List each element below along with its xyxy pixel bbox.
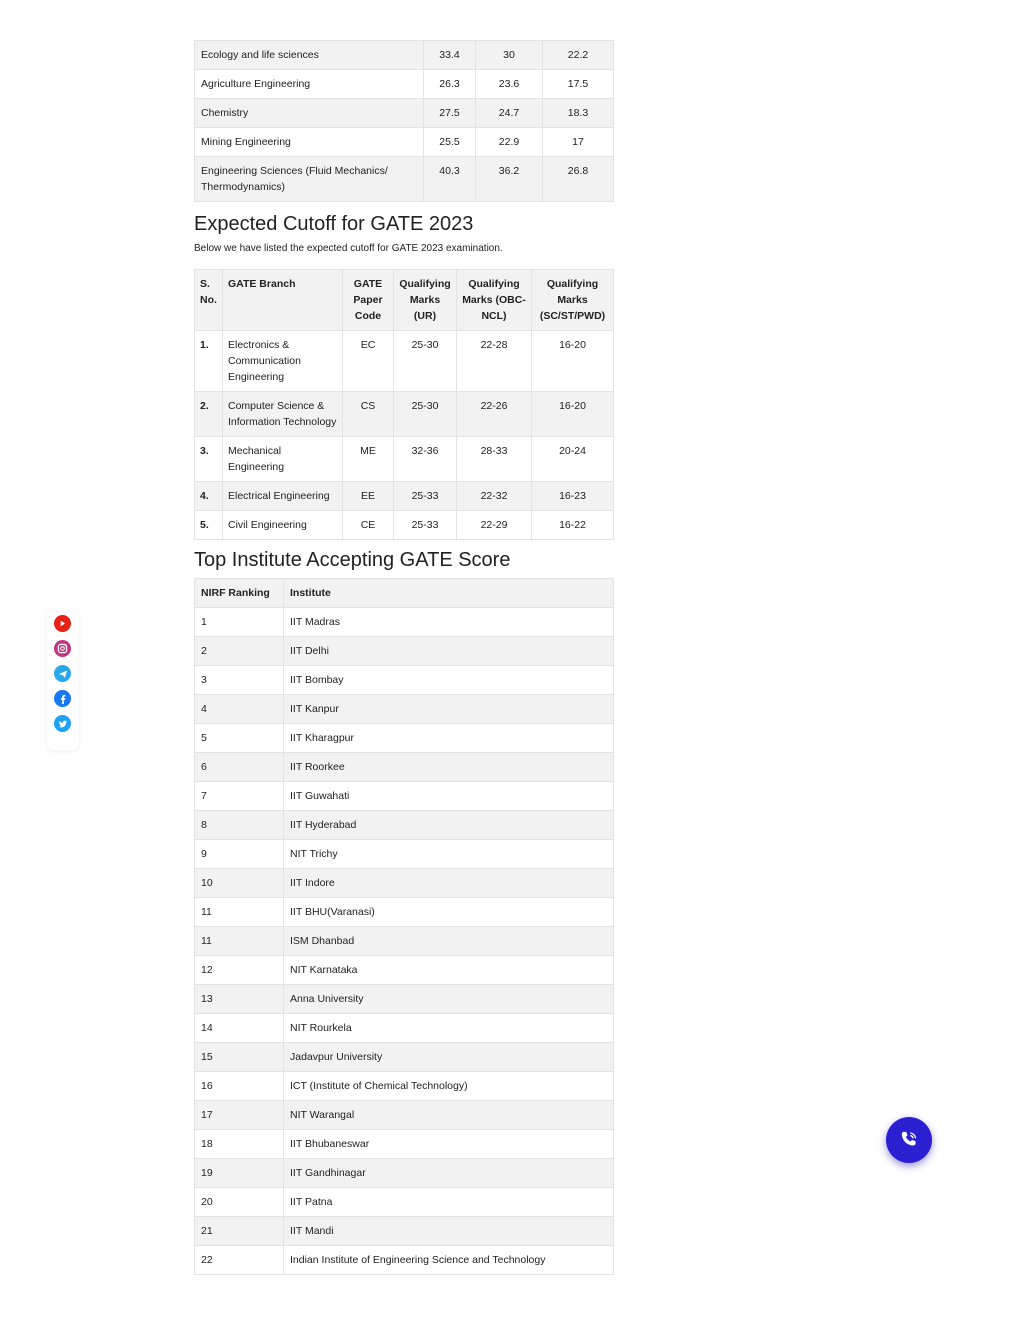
table-row bbox=[195, 99, 614, 128]
institute-cell: ICT (Institute of Chemical Technology) bbox=[284, 1072, 614, 1101]
value-cell: 18.3 bbox=[543, 99, 614, 128]
rank-cell: 12 bbox=[195, 956, 284, 985]
table-row bbox=[195, 157, 614, 202]
sno-cell: 2. bbox=[195, 392, 223, 437]
sc-cell: 16-20 bbox=[532, 392, 614, 437]
institute-cell: IIT Indore bbox=[284, 869, 614, 898]
table-header-row bbox=[195, 270, 614, 331]
branch-cell: Chemistry bbox=[195, 99, 424, 128]
branch-cell: Ecology and life sciences bbox=[195, 41, 424, 70]
top-institutes-table bbox=[194, 578, 614, 1275]
rank-cell: 9 bbox=[195, 840, 284, 869]
ur-cell: 25-30 bbox=[394, 331, 457, 392]
institute-cell: IIT Kanpur bbox=[284, 695, 614, 724]
table-row bbox=[195, 392, 614, 437]
institute-cell: NIT Karnataka bbox=[284, 956, 614, 985]
ur-cell: 25-30 bbox=[394, 392, 457, 437]
rank-cell: 13 bbox=[195, 985, 284, 1014]
table-row bbox=[195, 608, 614, 637]
value-cell: 24.7 bbox=[476, 99, 543, 128]
rank-cell: 10 bbox=[195, 869, 284, 898]
call-button[interactable] bbox=[886, 1117, 932, 1163]
header-code: GATE Paper Code bbox=[343, 270, 394, 331]
value-cell: 26.3 bbox=[424, 70, 476, 99]
value-cell: 17.5 bbox=[543, 70, 614, 99]
institute-cell: NIT Rourkela bbox=[284, 1014, 614, 1043]
institute-cell: Anna University bbox=[284, 985, 614, 1014]
table-row bbox=[195, 331, 614, 392]
code-cell: CE bbox=[343, 511, 394, 540]
table-row bbox=[195, 41, 614, 70]
table-row bbox=[195, 1101, 614, 1130]
table-row bbox=[195, 1130, 614, 1159]
institute-cell: NIT Warangal bbox=[284, 1101, 614, 1130]
obc-cell: 22-28 bbox=[457, 331, 532, 392]
institute-cell: NIT Trichy bbox=[284, 840, 614, 869]
rank-cell: 7 bbox=[195, 782, 284, 811]
table-row bbox=[195, 511, 614, 540]
rank-cell: 16 bbox=[195, 1072, 284, 1101]
institute-cell: IIT Gandhinagar bbox=[284, 1159, 614, 1188]
rank-cell: 20 bbox=[195, 1188, 284, 1217]
sc-cell: 16-22 bbox=[532, 511, 614, 540]
sc-cell: 20-24 bbox=[532, 437, 614, 482]
rank-cell: 6 bbox=[195, 753, 284, 782]
obc-cell: 22-32 bbox=[457, 482, 532, 511]
code-cell: EC bbox=[343, 331, 394, 392]
sno-cell: 1. bbox=[195, 331, 223, 392]
table-row bbox=[195, 1217, 614, 1246]
rank-cell: 5 bbox=[195, 724, 284, 753]
expected-cutoff-table bbox=[194, 269, 614, 540]
table-row bbox=[195, 637, 614, 666]
branch-cell: Computer Science & Information Technology bbox=[223, 392, 343, 437]
table-row bbox=[195, 927, 614, 956]
institute-cell: IIT Kharagpur bbox=[284, 724, 614, 753]
rank-cell: 3 bbox=[195, 666, 284, 695]
table-row bbox=[195, 70, 614, 99]
table-row bbox=[195, 956, 614, 985]
sc-cell: 16-20 bbox=[532, 331, 614, 392]
table-row bbox=[195, 840, 614, 869]
header-branch: GATE Branch bbox=[223, 270, 343, 331]
value-cell: 17 bbox=[543, 128, 614, 157]
rank-cell: 4 bbox=[195, 695, 284, 724]
institute-cell: ISM Dhanbad bbox=[284, 927, 614, 956]
branch-cell: Civil Engineering bbox=[223, 511, 343, 540]
value-cell: 36.2 bbox=[476, 157, 543, 202]
phone-icon bbox=[898, 1129, 920, 1151]
table-row bbox=[195, 898, 614, 927]
expected-cutoff-intro: Below we have listed the expected cutoff for GATE 2023 examination. bbox=[194, 243, 503, 254]
twitter-icon[interactable] bbox=[54, 715, 71, 732]
rank-cell: 17 bbox=[195, 1101, 284, 1130]
rank-cell: 22 bbox=[195, 1246, 284, 1275]
institute-cell: IIT Bhubaneswar bbox=[284, 1130, 614, 1159]
value-cell: 22.2 bbox=[543, 41, 614, 70]
code-cell: ME bbox=[343, 437, 394, 482]
rank-cell: 14 bbox=[195, 1014, 284, 1043]
value-cell: 26.8 bbox=[543, 157, 614, 202]
branch-cell: Mining Engineering bbox=[195, 128, 424, 157]
ur-cell: 25-33 bbox=[394, 482, 457, 511]
table-row bbox=[195, 869, 614, 898]
institute-cell: Indian Institute of Engineering Science and Technology bbox=[284, 1246, 614, 1275]
instagram-icon[interactable] bbox=[54, 640, 71, 657]
value-cell: 25.5 bbox=[424, 128, 476, 157]
institute-cell: IIT Bombay bbox=[284, 666, 614, 695]
expected-cutoff-heading: Expected Cutoff for GATE 2023 bbox=[194, 213, 474, 235]
value-cell: 40.3 bbox=[424, 157, 476, 202]
table-row bbox=[195, 724, 614, 753]
sno-cell: 4. bbox=[195, 482, 223, 511]
header-sc: Qualifying Marks (SC/ST/PWD) bbox=[532, 270, 614, 331]
table-row bbox=[195, 1159, 614, 1188]
previous-cutoff-table bbox=[194, 40, 614, 202]
institute-cell: IIT Delhi bbox=[284, 637, 614, 666]
table-row bbox=[195, 1072, 614, 1101]
rank-cell: 18 bbox=[195, 1130, 284, 1159]
institute-cell: IIT Mandi bbox=[284, 1217, 614, 1246]
sno-cell: 3. bbox=[195, 437, 223, 482]
table-row bbox=[195, 1014, 614, 1043]
institute-cell: IIT Patna bbox=[284, 1188, 614, 1217]
table-row bbox=[195, 1246, 614, 1275]
rank-cell: 21 bbox=[195, 1217, 284, 1246]
branch-cell: Engineering Sciences (Fluid Mechanics/ Thermodynamics) bbox=[195, 157, 424, 202]
table-row bbox=[195, 811, 614, 840]
sc-cell: 16-23 bbox=[532, 482, 614, 511]
rank-cell: 1 bbox=[195, 608, 284, 637]
header-obc: Qualifying Marks (OBC-NCL) bbox=[457, 270, 532, 331]
branch-cell: Electronics & Communication Engineering bbox=[223, 331, 343, 392]
table-row bbox=[195, 128, 614, 157]
table-row bbox=[195, 753, 614, 782]
institute-cell: IIT Hyderabad bbox=[284, 811, 614, 840]
value-cell: 27.5 bbox=[424, 99, 476, 128]
code-cell: EE bbox=[343, 482, 394, 511]
institute-cell: IIT Guwahati bbox=[284, 782, 614, 811]
value-cell: 33.4 bbox=[424, 41, 476, 70]
code-cell: CS bbox=[343, 392, 394, 437]
rank-cell: 19 bbox=[195, 1159, 284, 1188]
ur-cell: 25-33 bbox=[394, 511, 457, 540]
rank-cell: 2 bbox=[195, 637, 284, 666]
rank-cell: 8 bbox=[195, 811, 284, 840]
branch-cell: Electrical Engineering bbox=[223, 482, 343, 511]
header-sno: S. No. bbox=[195, 270, 223, 331]
table-row bbox=[195, 666, 614, 695]
header-institute: Institute bbox=[284, 579, 614, 608]
facebook-icon[interactable] bbox=[54, 690, 71, 707]
youtube-icon[interactable] bbox=[54, 615, 71, 632]
value-cell: 22.9 bbox=[476, 128, 543, 157]
value-cell: 23.6 bbox=[476, 70, 543, 99]
telegram-icon[interactable] bbox=[54, 665, 71, 682]
table-row bbox=[195, 437, 614, 482]
institute-cell: Jadavpur University bbox=[284, 1043, 614, 1072]
branch-cell: Mechanical Engineering bbox=[223, 437, 343, 482]
value-cell: 30 bbox=[476, 41, 543, 70]
table-row bbox=[195, 1043, 614, 1072]
header-rank: NIRF Ranking bbox=[195, 579, 284, 608]
table-row bbox=[195, 985, 614, 1014]
rank-cell: 11 bbox=[195, 898, 284, 927]
table-row bbox=[195, 782, 614, 811]
rank-cell: 11 bbox=[195, 927, 284, 956]
institute-cell: IIT Roorkee bbox=[284, 753, 614, 782]
article-content bbox=[194, 40, 613, 1275]
table-header-row bbox=[195, 579, 614, 608]
table-row bbox=[195, 1188, 614, 1217]
table-row bbox=[195, 695, 614, 724]
obc-cell: 22-29 bbox=[457, 511, 532, 540]
sno-cell: 5. bbox=[195, 511, 223, 540]
social-share-bar bbox=[47, 610, 79, 750]
institute-cell: IIT Madras bbox=[284, 608, 614, 637]
institute-cell: IIT BHU(Varanasi) bbox=[284, 898, 614, 927]
branch-cell: Agriculture Engineering bbox=[195, 70, 424, 99]
rank-cell: 15 bbox=[195, 1043, 284, 1072]
table-row bbox=[195, 482, 614, 511]
top-institutes-heading: Top Institute Accepting GATE Score bbox=[194, 549, 511, 571]
obc-cell: 22-26 bbox=[457, 392, 532, 437]
obc-cell: 28-33 bbox=[457, 437, 532, 482]
ur-cell: 32-36 bbox=[394, 437, 457, 482]
header-ur: Qualifying Marks (UR) bbox=[394, 270, 457, 331]
